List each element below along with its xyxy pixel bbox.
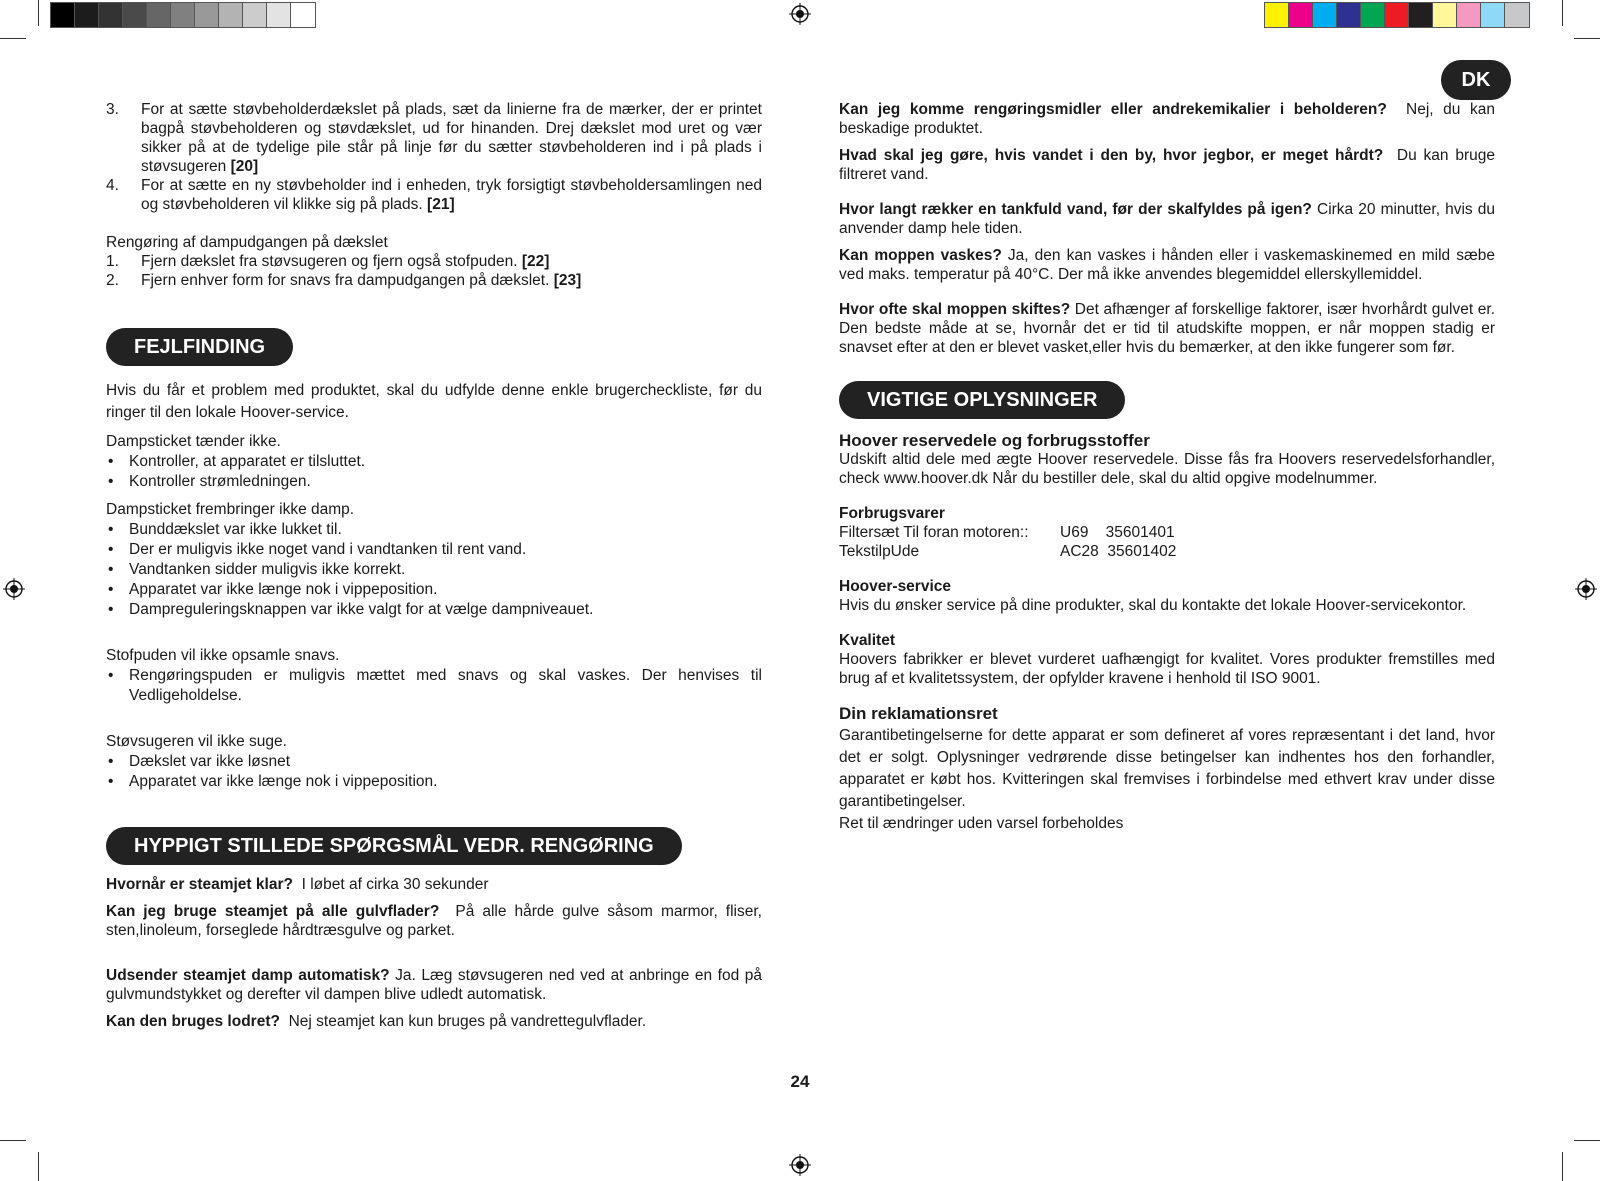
check-item: • Apparatet var ikke længe nok i vippeposition.	[106, 580, 762, 600]
faq-answer: Nej, du kan beskadige produktet.	[839, 101, 1495, 137]
color-swatch	[1457, 3, 1481, 27]
faq-item	[839, 146, 1495, 184]
faq-question: Hvornår er steamjet klar?	[106, 876, 293, 893]
check-item: • Kontroller, at apparatet er tilsluttet.	[106, 452, 762, 472]
gray-swatch	[99, 3, 123, 27]
numbered-step	[106, 252, 762, 271]
faq-question: Hvor langt rækker en tankfuld vand, før der skalfyldes på igen?	[839, 201, 1312, 218]
crop-mark	[1574, 1140, 1600, 1141]
faq-item	[839, 100, 1495, 138]
faq-answer: Ja, den kan vaskes i hånden eller i vaskemaskinemed en mild sæbe ved maks. temperatur på 40°C. Der må ikke anvendes blegemiddel ellerskyllemiddel.	[839, 247, 1495, 283]
color-swatch	[1265, 3, 1289, 27]
registration-mark-icon	[3, 578, 25, 600]
check-item: • Vandtanken sidder muligvis ikke korrekt.	[106, 560, 762, 580]
registration-mark-icon	[789, 3, 811, 25]
step-text: For at sætte støvbeholderdækslet på plads, sæt da linierne fra de mærker, der er printet bagpå støvbeholderen og støvdækslet, ud for hinanden. Drej dækslet mod uret og vær sikker på at de tydelige pile står på linje før du sætter støvbeholderen ind i på plads i støvsugeren	[141, 101, 762, 175]
check-item: • Der er muligvis ikke noget vand i vandtanken til rent vand.	[106, 540, 762, 560]
language-badge: DK	[1441, 60, 1511, 100]
rights-title: Din reklamationsret	[839, 704, 998, 723]
faq-item	[106, 902, 762, 940]
color-calibration-bar	[1264, 2, 1530, 28]
grayscale-calibration-bar	[50, 2, 316, 28]
parts-title: Hoover reservedele og forbrugsstoffer	[839, 431, 1150, 450]
faq-answer: I løbet af cirka 30 sekunder	[301, 876, 489, 893]
color-swatch	[1337, 3, 1361, 27]
step-number: 4.	[106, 177, 119, 194]
step-text: For at sætte en ny støvbeholder ind i enheden, tryk forsigtigt støvbeholdersamlingen ned og støvbeholderen vil klikke sig på plads.	[141, 177, 762, 213]
gray-swatch	[219, 3, 243, 27]
consumable-code: U69 35601401	[1060, 524, 1175, 541]
step-number: 3.	[106, 101, 119, 118]
gray-swatch	[291, 3, 315, 27]
step-text: Fjern enhver form for snavs fra dampudgangen på dækslet.	[141, 272, 550, 289]
crop-mark	[0, 38, 26, 39]
check-item: • Dampreguleringsknappen var ikke valgt for at vælge dampniveauet.	[106, 600, 762, 620]
rights-note: Ret til ændringer uden varsel forbeholdes	[839, 815, 1124, 832]
figure-ref: [23]	[553, 272, 582, 289]
faq-answer: Ja. Læg støvsugeren ned ved at anbringe en fod på gulvmundstykket og derefter vil dampen blive udledt automatisk.	[106, 967, 762, 1003]
registration-mark-icon	[789, 1154, 811, 1176]
faq-question: Hvor ofte skal moppen skiftes?	[839, 301, 1071, 318]
check-item: • Apparatet var ikke længe nok i vippeposition.	[106, 772, 762, 792]
crop-mark	[0, 1140, 26, 1141]
quality-title: Kvalitet	[839, 632, 895, 649]
gray-swatch	[51, 3, 75, 27]
troubleshooting-heading: FEJLFINDING	[106, 328, 293, 366]
crop-mark	[1562, 1152, 1563, 1181]
faq-answer: Det afhænger af forskellige faktorer, især hvorhårdt gulvet er. Den bedste måde at se, hvornår det er tid til atudskifte moppen, er når moppen stadig er snavset efter at den er blevet vasket,eller hvis du bemærker, at den ikke fungerer som før.	[839, 301, 1495, 356]
faq-item	[106, 875, 762, 894]
crop-mark	[1562, 0, 1563, 26]
step-text: Fjern dækslet fra støvsugeren og fjern også stofpuden.	[141, 253, 518, 270]
figure-ref: [22]	[521, 253, 550, 270]
faq-item	[839, 200, 1495, 238]
crop-mark	[38, 1152, 39, 1181]
color-swatch	[1385, 3, 1409, 27]
faq-question: Udsender steamjet damp automatisk?	[106, 967, 390, 984]
color-swatch	[1481, 3, 1505, 27]
cleaning-title: Rengøring af dampudgangen på dækslet	[106, 234, 388, 251]
faq-heading: HYPPIGT STILLEDE SPØRGSMÅL VEDR. RENGØRING	[106, 827, 682, 865]
left-column	[106, 100, 762, 1031]
problem-title: Dampsticket frembringer ikke damp.	[106, 501, 355, 518]
faq-answer: Du kan bruge filtreret vand.	[839, 147, 1495, 183]
quality-text: Hoovers fabrikker er blevet vurderet uafhængigt for kvalitet. Vores produkter fremstilles med brug af et kvalitetssystem, der opfylder kravene i henhold til ISO 9001.	[839, 651, 1495, 687]
registration-mark-icon	[1575, 578, 1597, 600]
faq-question: Kan jeg komme rengøringsmidler eller andrekemikalier i beholderen?	[839, 101, 1387, 118]
consumable-row	[839, 523, 1495, 542]
gray-swatch	[243, 3, 267, 27]
consumable-name: Filtersæt Til foran motoren::	[839, 524, 1029, 541]
consumable-code: AC28 35601402	[1060, 543, 1177, 560]
consumables-title: Forbrugsvarer	[839, 505, 945, 522]
faq-item	[839, 300, 1495, 357]
parts-text: Udskift altid dele med ægte Hoover reservedele. Disse fås fra Hoovers reservedelsforhandler, check www.hoover.dk Når du bestiller dele, skal du altid opgive modelnummer.	[839, 451, 1495, 487]
color-swatch	[1289, 3, 1313, 27]
consumable-row	[839, 542, 1495, 561]
faq-question: Hvad skal jeg gøre, hvis vandet i den by, hvor jegbor, er meget hårdt?	[839, 147, 1384, 164]
faq-item	[106, 966, 762, 1004]
faq-answer: Nej steamjet kan kun bruges på vandrettegulvflader.	[288, 1013, 647, 1030]
check-item: • Rengøringspuden er muligvis mættet med snavs og skal vaskes. Der henvises til Vedligeholdelse.	[106, 666, 762, 706]
figure-ref: [20]	[230, 158, 259, 175]
color-swatch	[1409, 3, 1433, 27]
gray-swatch	[123, 3, 147, 27]
gray-swatch	[195, 3, 219, 27]
page-number: 24	[790, 1072, 810, 1091]
rights-text: Garantibetingelserne for dette apparat er som defineret af vores repræsentant i det land, hvor det er solgt. Oplysninger vedrørende disse betingelser kan indhentes hos den forhandler, apparatet er købt hos. Kvitteringen skal fremvises i forbindelse med ethvert krav under disse garantibetingelser.	[839, 727, 1495, 810]
numbered-step	[106, 100, 762, 176]
step-number: 1.	[106, 253, 119, 270]
check-item: • Bunddækslet var ikke lukket til.	[106, 520, 762, 540]
consumable-name: TekstilpUde	[839, 543, 920, 560]
service-title: Hoover-service	[839, 578, 952, 595]
crop-mark	[38, 0, 39, 26]
troubleshooting-intro: Hvis du får et problem med produktet, skal du udfylde denne enkle brugercheckliste, før du ringer til den lokale Hoover-service.	[106, 382, 762, 421]
info-heading: VIGTIGE OPLYSNINGER	[839, 381, 1125, 419]
numbered-step	[106, 271, 762, 290]
faq-answer: Cirka 20 minutter, hvis du anvender damp hele tiden.	[839, 201, 1495, 237]
right-column	[839, 100, 1495, 835]
gray-swatch	[267, 3, 291, 27]
color-swatch	[1433, 3, 1457, 27]
problem-title: Dampsticket tænder ikke.	[106, 433, 281, 450]
problem-title: Stofpuden vil ikke opsamle snavs.	[106, 647, 340, 664]
gray-swatch	[147, 3, 171, 27]
faq-question: Kan moppen vaskes?	[839, 247, 1002, 264]
figure-ref: [21]	[427, 196, 455, 213]
color-swatch	[1505, 3, 1529, 27]
faq-item	[106, 1012, 762, 1031]
crop-mark	[1574, 38, 1600, 39]
gray-swatch	[75, 3, 99, 27]
color-swatch	[1313, 3, 1337, 27]
problem-title: Støvsugeren vil ikke suge.	[106, 733, 287, 750]
check-item: • Kontroller strømledningen.	[106, 472, 762, 492]
numbered-step	[106, 176, 762, 214]
faq-question: Kan jeg bruge steamjet på alle gulvflader?	[106, 903, 440, 920]
gray-swatch	[171, 3, 195, 27]
faq-question: Kan den bruges lodret?	[106, 1013, 280, 1030]
service-text: Hvis du ønsker service på dine produkter, skal du kontakte det lokale Hoover-servicekontor.	[839, 597, 1467, 614]
color-swatch	[1361, 3, 1385, 27]
step-number: 2.	[106, 272, 119, 289]
check-item: • Dækslet var ikke løsnet	[106, 752, 762, 772]
faq-answer: På alle hårde gulve såsom marmor, fliser, sten,linoleum, forseglede hårdtræsgulve og parket.	[106, 903, 762, 939]
faq-item	[839, 246, 1495, 284]
